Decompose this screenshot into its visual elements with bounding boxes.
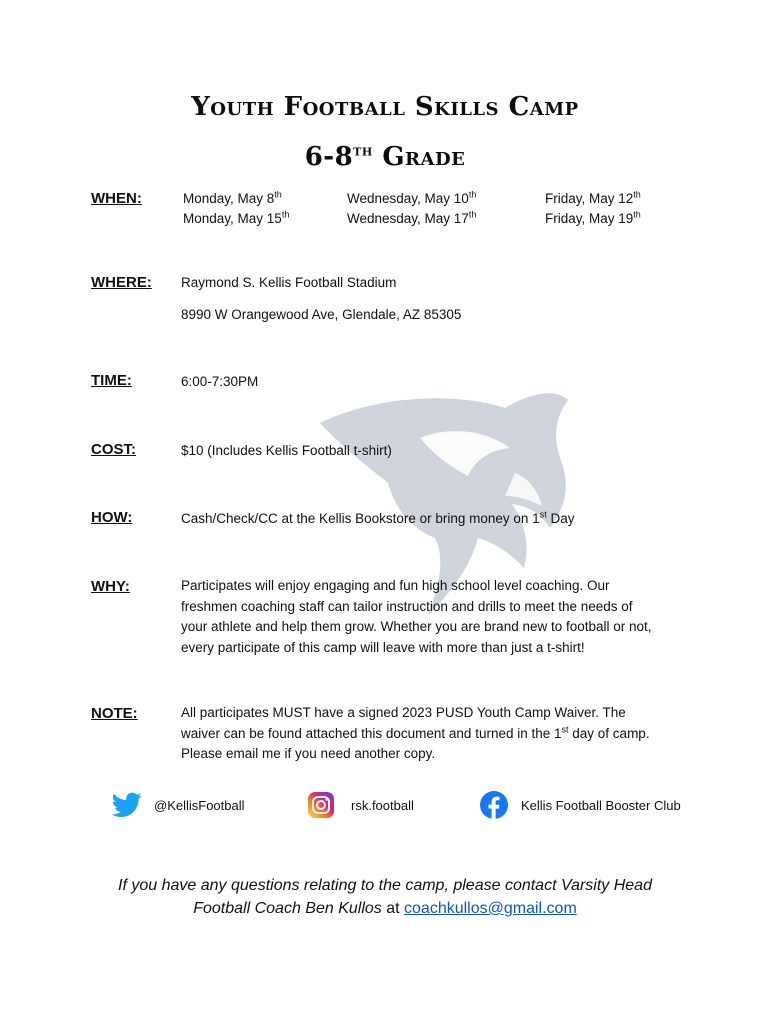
note-label: NOTE: xyxy=(91,705,138,722)
twitter-icon xyxy=(112,792,142,818)
when-date-mon-1: Monday, May 8th xyxy=(183,189,282,206)
when-date-mon-2: Monday, May 15th xyxy=(183,209,290,226)
facebook-icon xyxy=(479,790,509,820)
why-label: WHY: xyxy=(91,578,130,595)
time-value: 6:00-7:30PM xyxy=(181,374,259,389)
when-date-wed-1: Wednesday, May 10th xyxy=(347,189,477,206)
when-date-fri-1: Friday, May 12th xyxy=(545,189,641,206)
where-label: WHERE: xyxy=(91,274,152,291)
cost-label: COST: xyxy=(91,441,136,458)
when-date-wed-2: Wednesday, May 17th xyxy=(347,209,477,226)
footer-coach-name: Football Coach Ben Kullos xyxy=(193,900,382,917)
cost-value: $10 (Includes Kellis Football t-shirt) xyxy=(181,443,392,458)
where-address: 8990 W Orangewood Ave, Glendale, AZ 85305 xyxy=(181,307,462,322)
how-value: Cash/Check/CC at the Kellis Bookstore or bring money on 1st Day xyxy=(181,509,575,526)
instagram-handle: rsk.football xyxy=(351,797,414,813)
facebook-handle: Kellis Football Booster Club xyxy=(521,797,681,813)
grade-title xyxy=(0,142,770,172)
instagram-icon xyxy=(307,791,335,819)
footer-line-2 xyxy=(0,897,770,920)
why-value: Participates will enjoy engaging and fun high school level coaching. Our freshmen coaching staff can tailor instruction and drills to meet the needs of your athlete and help them grow. Whether you are brand new to football or not, every participate of this camp will leave with more than just a t-shirt! xyxy=(181,578,652,655)
social-twitter[interactable] xyxy=(112,789,245,821)
footer-line-1: If you have any questions relating to the camp, please contact Varsity Head xyxy=(118,877,652,894)
footer-connector: at xyxy=(381,900,405,917)
camp-title xyxy=(0,92,770,122)
when-label: WHEN: xyxy=(91,190,142,207)
grade-range: 6-8 xyxy=(304,142,354,172)
grade-superscript: TH xyxy=(353,145,373,159)
contact-email-link[interactable]: coachkullos@gmail.com xyxy=(404,900,577,917)
twitter-handle: @KellisFootball xyxy=(154,797,245,813)
social-facebook[interactable] xyxy=(479,789,681,821)
title-line-1: Youth Football Skills Camp xyxy=(191,92,579,122)
note-value: All participates MUST have a signed 2023 PUSD Youth Camp Waiver. The waiver can be found attached this document and turned in the 1st day of camp. Please email me if you need another copy. xyxy=(181,705,650,761)
contact-footer xyxy=(0,874,770,920)
how-label: HOW: xyxy=(91,509,133,526)
social-instagram[interactable] xyxy=(307,789,414,821)
time-label: TIME: xyxy=(91,372,132,389)
where-venue: Raymond S. Kellis Football Stadium xyxy=(181,275,397,290)
when-date-fri-2: Friday, May 19th xyxy=(545,209,641,226)
grade-word: Grade xyxy=(382,142,466,172)
